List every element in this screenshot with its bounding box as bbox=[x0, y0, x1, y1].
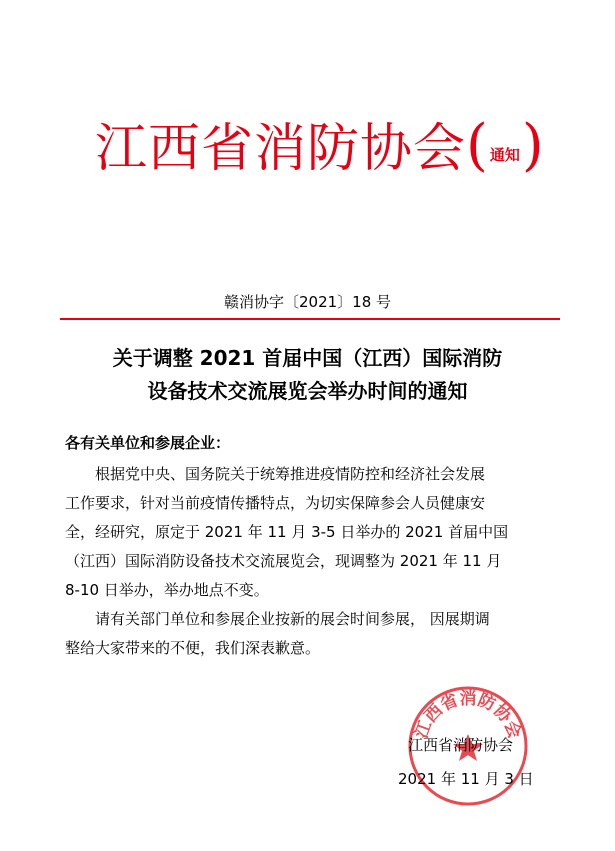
document-header bbox=[95, 113, 544, 179]
header-paren-open: ( bbox=[466, 113, 488, 178]
header-org-name: 江西省消防协会 bbox=[95, 119, 467, 179]
document-number: 赣消协字〔2021〕18 号 bbox=[223, 293, 392, 311]
signature-block bbox=[398, 728, 534, 796]
body-line: （江西）国际消防设备技术交流展览会，现调整为 2021 年 11 月 bbox=[65, 552, 502, 570]
body-line: 请有关部门单位和参展企业按新的展会时间参展， 因展期调 bbox=[65, 610, 490, 628]
title-line-2: 设备技术交流展览会举办时间的通知 bbox=[147, 379, 468, 403]
signature-org: 江西省消防协会 bbox=[408, 736, 514, 754]
body-line: 8-10 日举办，举办地点不变。 bbox=[65, 581, 269, 599]
title-line-1: 关于调整 2021 首届中国（江西）国际消防 bbox=[112, 346, 503, 370]
salutation: 各有关单位和参展企业： bbox=[65, 434, 231, 452]
body-line: 整给大家带来的不便，我们深表歉意。 bbox=[65, 639, 321, 657]
red-divider bbox=[60, 318, 560, 320]
signature-date: 2021 年 11 月 3 日 bbox=[398, 770, 534, 788]
body-text bbox=[65, 460, 550, 663]
document-title bbox=[40, 342, 575, 408]
seal-arc-text: 江西省消防协会 bbox=[411, 689, 525, 742]
body-line: 工作要求，针对当前疫情传播特点，为切实保障参会人员健康安 bbox=[65, 494, 486, 512]
body-line: 根据党中央、国务院关于统筹推进疫情防控和经济社会发展 bbox=[65, 465, 486, 483]
header-paren-close: ) bbox=[521, 113, 544, 178]
body-line: 全，经研究，原定于 2021 年 11 月 3-5 日举办的 2021 首届中国 bbox=[65, 523, 509, 541]
header-doc-type: 通知 bbox=[489, 146, 520, 164]
